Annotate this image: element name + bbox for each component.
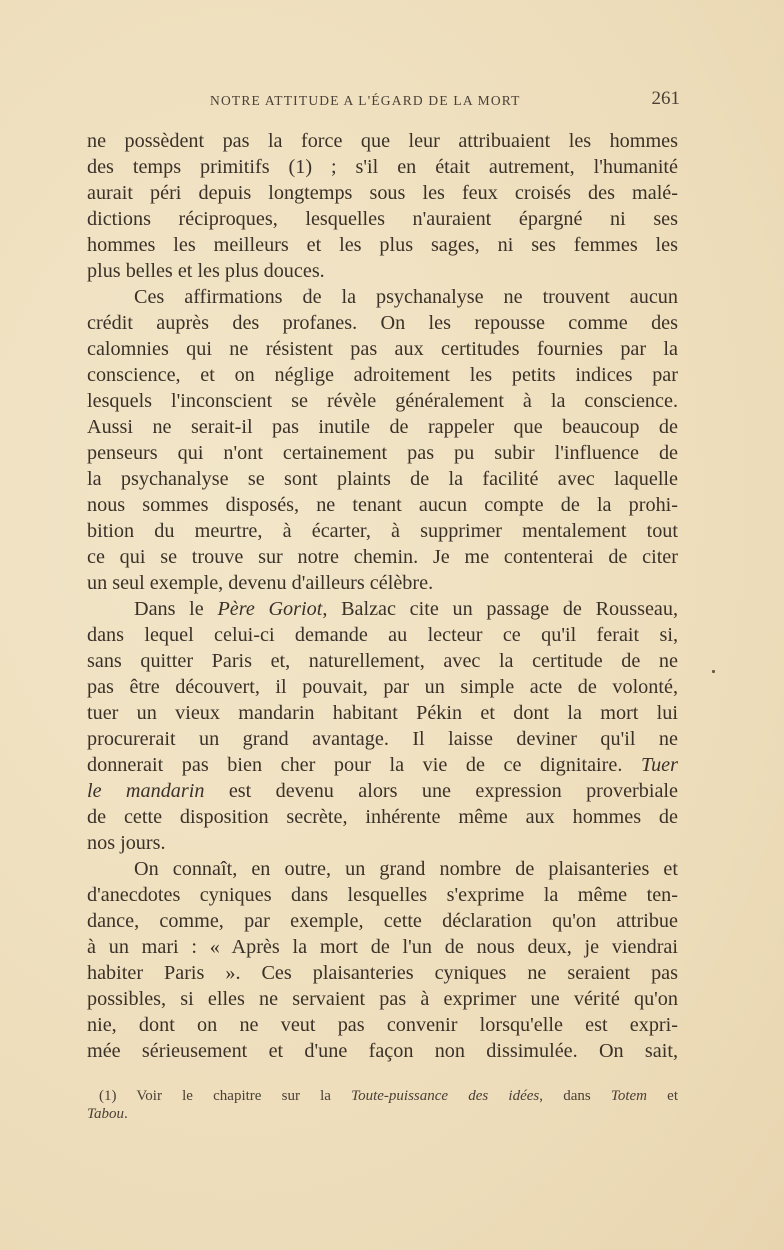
italic-phrase: Tuer bbox=[640, 754, 678, 776]
body-text bbox=[87, 128, 678, 1064]
text-line: nie, dont on ne veut pas convenir lorsqu'elle est expri- bbox=[87, 1014, 678, 1036]
italic-phrase: le mandarin bbox=[87, 780, 205, 802]
text-line: un seul exemple, devenu d'ailleurs célèbre. bbox=[87, 572, 434, 594]
text-run: , dans bbox=[539, 1088, 611, 1104]
text-line: pas être découvert, il pouvait, par un simple acte de volonté, bbox=[87, 676, 678, 698]
italic-title: Toute-puissance des idées bbox=[351, 1088, 540, 1104]
footnote bbox=[87, 1087, 678, 1123]
text-line: penseurs qui n'ont certainement pas pu subir l'influence de bbox=[87, 442, 678, 464]
text-run: (1) Voir le chapitre sur la bbox=[99, 1088, 352, 1104]
text-line: mée sérieusement et d'une façon non dissimulée. On sait, bbox=[87, 1040, 678, 1062]
text-line: d'anecdotes cyniques dans lesquelles s'exprime la même ten- bbox=[87, 884, 678, 906]
text-run: , Balzac cite un passage de Rousseau, bbox=[322, 598, 678, 620]
text-line: aurait péri depuis longtemps sous les feux croisés des malé- bbox=[87, 182, 678, 204]
text-line: bition du meurtre, à écarter, à supprimer mentalement tout bbox=[87, 520, 678, 542]
running-header bbox=[210, 90, 680, 112]
footnote-line bbox=[87, 1087, 678, 1105]
text-line: hommes les meilleurs et les plus sages, ni ses femmes les bbox=[87, 234, 678, 256]
text-line: à un mari : « Après la mort de l'un de nous deux, je viendrai bbox=[87, 936, 678, 958]
text-line: calomnies qui ne résistent pas aux certitudes fournies par la bbox=[87, 338, 678, 360]
running-title: NOTRE ATTITUDE A L'ÉGARD DE LA MORT bbox=[210, 93, 521, 108]
italic-title: Tabou bbox=[87, 1106, 124, 1122]
text-line: conscience, et on néglige adroitement les petits indices par bbox=[87, 364, 678, 386]
text-line: nos jours. bbox=[87, 832, 166, 854]
text-line: possibles, si elles ne servaient pas à exprimer une vérité qu'on bbox=[87, 988, 678, 1010]
text-line: plus belles et les plus douces. bbox=[87, 260, 325, 282]
text-run: Dans le bbox=[134, 598, 218, 620]
paper-speck bbox=[712, 670, 715, 673]
text-run: . bbox=[123, 1106, 128, 1122]
text-run: et bbox=[647, 1088, 679, 1104]
text-line: lesquels l'inconscient se révèle généralement à la conscience. bbox=[87, 390, 678, 412]
text-line: tuer un vieux mandarin habitant Pékin et dont la mort lui bbox=[87, 702, 678, 724]
text-line: ce qui se trouve sur notre chemin. Je me contenterai de citer bbox=[87, 546, 678, 568]
text-run: est devenu alors une expression proverbiale bbox=[204, 780, 678, 802]
italic-title: Totem bbox=[610, 1088, 647, 1104]
text-line: de cette disposition secrète, inhérente même aux hommes de bbox=[87, 806, 678, 828]
text-line: habiter Paris ». Ces plaisanteries cyniques ne seraient pas bbox=[87, 962, 678, 984]
text-line bbox=[87, 778, 678, 804]
text-line: dans lequel celui-ci demande au lecteur ce qu'il ferait si, bbox=[87, 624, 678, 646]
footnote-line bbox=[87, 1105, 678, 1123]
text-line: crédit auprès des profanes. On les repousse comme des bbox=[87, 312, 678, 334]
paragraph-start-line: On connaît, en outre, un grand nombre de plaisanteries et bbox=[134, 858, 678, 880]
text-line: dictions réciproques, lesquelles n'auraient épargné ni ses bbox=[87, 208, 678, 230]
text-line: la psychanalyse se sont plaints de la facilité avec laquelle bbox=[87, 468, 678, 490]
text-line: procurerait un grand avantage. Il laisse deviner qu'il ne bbox=[87, 728, 678, 750]
page-number: 261 bbox=[651, 88, 680, 109]
text-line: ne possèdent pas la force que leur attribuaient les hommes bbox=[87, 130, 678, 152]
paragraph-start-line: Ces affirmations de la psychanalyse ne trouvent aucun bbox=[134, 286, 678, 308]
text-line bbox=[87, 752, 678, 778]
text-line: des temps primitifs (1) ; s'il en était autrement, l'humanité bbox=[87, 156, 678, 178]
text-line: dance, comme, par exemple, cette déclaration qu'on attribue bbox=[87, 910, 678, 932]
text-line: sans quitter Paris et, naturellement, avec la certitude de ne bbox=[87, 650, 678, 672]
italic-title: Père Goriot bbox=[217, 598, 323, 620]
text-run: donnerait pas bien cher pour la vie de ce dignitaire. bbox=[87, 754, 641, 776]
paragraph-start-line bbox=[87, 596, 678, 622]
text-line: Aussi ne serait-il pas inutile de rappeler que beaucoup de bbox=[87, 416, 678, 438]
text-line: nous sommes disposés, ne tenant aucun compte de la prohi- bbox=[87, 494, 678, 516]
